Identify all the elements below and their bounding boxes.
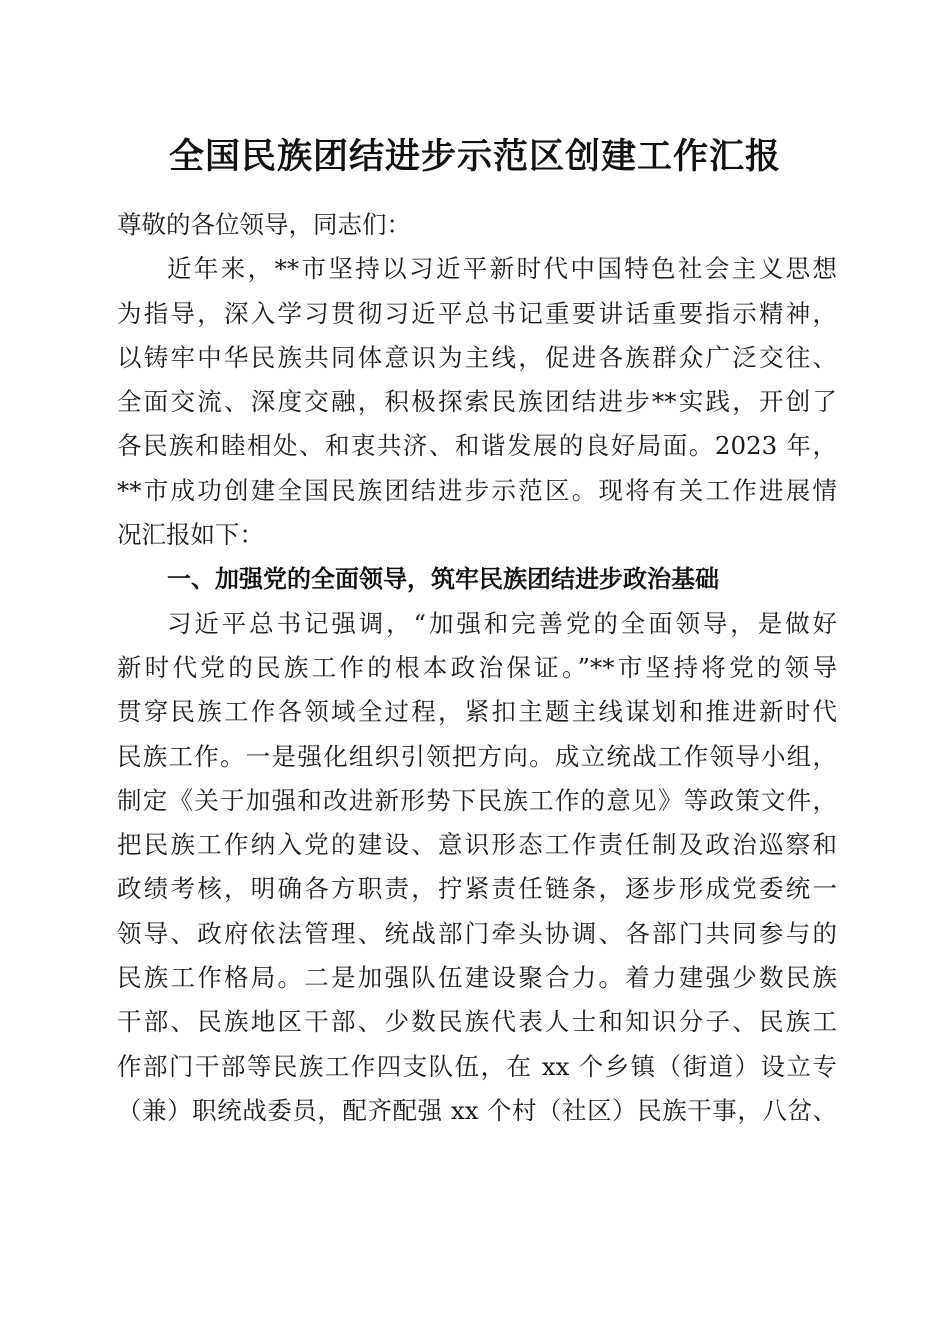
document-body — [117, 203, 837, 1133]
paragraph-line: 贯穿民族工作各领域全过程，紧扣主题主线谋划和推进新时代 — [117, 697, 837, 727]
salutation: 尊敬的各位领导，同志们： — [117, 210, 411, 239]
paragraph-line: 近年来，**市坚持以习近平新时代中国特色社会主义思想 — [167, 254, 837, 284]
paragraph-line: 民族工作。一是强化组织引领把方向。成立统战工作领导小组， — [117, 741, 837, 771]
paragraph-line: 各民族和睦相处、和衷共济、和谐发展的良好局面。2023 年， — [117, 431, 837, 461]
paragraph-line: 把民族工作纳入党的建设、意识形态工作责任制及政治巡察和 — [117, 830, 837, 860]
paragraph-line: 习近平总书记强调，“加强和完善党的全面领导，是做好 — [167, 608, 837, 638]
paragraph-line: 以铸牢中华民族共同体意识为主线，促进各族群众广泛交往、 — [117, 342, 837, 372]
document-title: 全国民族团结进步示范区创建工作汇报 — [168, 136, 781, 177]
paragraph-line: （兼）职统战委员，配齐配强 xx 个村（社区）民族干事，八岔、 — [117, 1095, 837, 1125]
paragraph-line: **市成功创建全国民族团结进步示范区。现将有关工作进展情 — [117, 475, 837, 505]
paragraph-line: 新时代党的民族工作的根本政治保证。”**市坚持将党的领导 — [117, 652, 837, 682]
paragraph-line: 领导、政府依法管理、统战部门牵头协调、各部门共同参与的 — [117, 918, 837, 948]
paragraph-line: 政绩考核，明确各方职责，拧紧责任链条，逐步形成党委统一 — [117, 874, 837, 904]
paragraph-line: 干部、民族地区干部、少数民族代表人士和知识分子、民族工 — [117, 1007, 837, 1037]
paragraph-line: 作部门干部等民族工作四支队伍，在 xx 个乡镇（街道）设立专 — [117, 1051, 837, 1081]
paragraph-line: 况汇报如下： — [117, 520, 264, 550]
paragraph-line: 制定《关于加强和改进新形势下民族工作的意见》等政策文件， — [117, 785, 837, 815]
paragraph-line: 全面交流、深度交融，积极探索民族团结进步**实践，开创了 — [117, 387, 837, 417]
section-heading: 一、加强党的全面领导，筑牢民族团结进步政治基础 — [167, 565, 719, 594]
paragraph-line: 民族工作格局。二是加强队伍建设聚合力。着力建强少数民族 — [117, 963, 837, 993]
paragraph-line: 为指导，深入学习贯彻习近平总书记重要讲话重要指示精神， — [117, 298, 837, 328]
